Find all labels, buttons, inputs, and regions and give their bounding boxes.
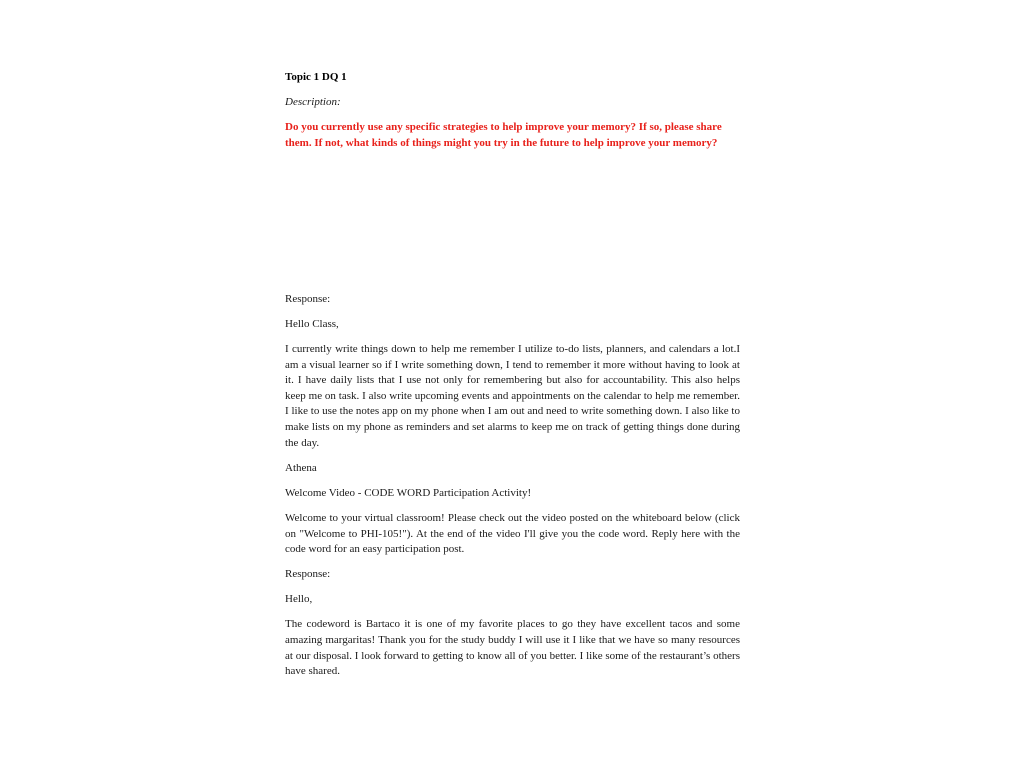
greeting: Hello, [285,593,313,606]
greeting: Hello Class, [285,317,339,330]
section-paragraph: Welcome to your virtual classroom! Please check out the video posted on the whiteboard below (click on "Welcome to PHI-105!"). At the end of the video I'll give you the code word. Reply here with the code word for an easy participation post. [285,511,740,556]
discussion-question: Do you currently use any specific strategies to help improve your memory? If so, please share them. If not, what kinds of things might you try in the future to help improve your memory? [285,121,722,149]
response-paragraph: I currently write things down to help me remember I utilize to-do lists, planners, and calendars a lot.I am a visual learner so if I write something down, I tend to remember it more without having to look at it. I have daily lists that I use not only for remembering but also for accountability. This also helps keep me on task. I also write upcoming events and appointments on the calendar to help me remember. I like to use the notes app on my phone when I am out and need to write something down. I also like to make lists on my phone as reminders and set alarms to keep me on track of getting things done during the day. [285,343,740,449]
blank-space [285,161,740,292]
response-label: Response: [285,292,331,305]
response-paragraph: The codeword is Bartaco it is one of my favorite places to go they have excellent tacos and some amazing margaritas! Thank you for the study buddy I will use it I like that we have so many resources at our disposal. I look forward to getting to know all of you better. I like some of the restaurant’s others have shared. [285,618,740,678]
section-title: Welcome Video - CODE WORD Participation Activity! [285,486,532,499]
signature: Athena [285,461,317,474]
document-title: Topic 1 DQ 1 [285,71,347,83]
document-body [285,70,740,689]
description-label: Description: [285,96,341,109]
response-label: Response: [285,568,331,581]
